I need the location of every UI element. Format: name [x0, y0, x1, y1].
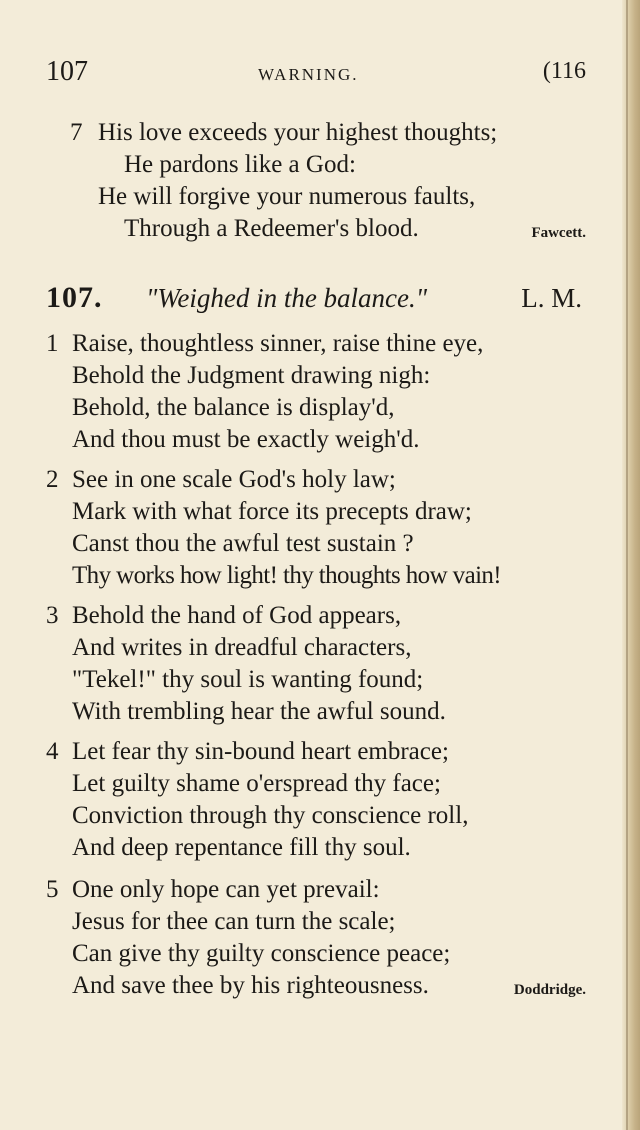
verse-text: Let guilty shame o'erspread thy face;: [72, 770, 441, 797]
verse-line: [46, 832, 586, 864]
verse-line: [46, 213, 586, 245]
stanza-1: [46, 328, 586, 456]
running-header: [46, 56, 586, 96]
verse-text: Mark with what force its precepts draw;: [72, 498, 472, 525]
verse-text: He pardons like a God:: [124, 151, 356, 178]
verse-text: With trembling hear the awful sound.: [72, 698, 446, 725]
verse-text: And deep repentance fill thy soul.: [72, 834, 411, 861]
hymn-title: "Weighed in the balance.": [146, 283, 428, 313]
verse-line: [46, 360, 586, 392]
verse-text: Through a Redeemer's blood.: [124, 215, 419, 242]
verse-line: [46, 632, 586, 664]
page-edge-shadow: [626, 0, 628, 1130]
verse-text: Thy works how light! thy thoughts how vain!: [72, 562, 502, 589]
stanza-2: [46, 464, 586, 592]
verse-text: Behold, the balance is display'd,: [72, 394, 395, 421]
page-number: 107: [46, 56, 88, 87]
margin-mark: (116: [542, 58, 586, 84]
verse-text: And save thee by his righteousness.: [72, 972, 429, 999]
verse-line: [46, 117, 586, 149]
verse-text: Behold the Judgment drawing nigh:: [72, 362, 431, 389]
verse-text: Jesus for thee can turn the scale;: [72, 908, 396, 935]
stanza-number: 7: [70, 119, 83, 146]
verse-text: And thou must be exactly weigh'd.: [72, 426, 420, 453]
verse-text: See in one scale God's holy law;: [72, 466, 396, 493]
verse-line: [46, 768, 586, 800]
verse-line: [46, 736, 586, 768]
verse-text: Let fear thy sin-bound heart embrace;: [72, 738, 449, 765]
stanza-5: [46, 874, 586, 1002]
verse-line: [46, 874, 586, 906]
verse-line: [46, 392, 586, 424]
verse-line: [46, 696, 586, 728]
verse-line: [46, 560, 586, 592]
verse-text: And writes in dreadful characters,: [72, 634, 412, 661]
verse-text: Behold the hand of God appears,: [72, 602, 402, 629]
verse-line: [46, 464, 586, 496]
stanza-number: 2: [46, 466, 59, 493]
verse-line: [46, 528, 586, 560]
verse-text: One only hope can yet prevail:: [72, 876, 380, 903]
verse-line: [46, 149, 586, 181]
verse-text: Conviction through thy conscience roll,: [72, 802, 469, 829]
hymn-heading: [46, 280, 586, 320]
author-attribution: Doddridge.: [513, 982, 586, 998]
verse-line: [46, 328, 586, 360]
verse-text: Raise, thoughtless sinner, raise thine eye,: [72, 330, 484, 357]
hymn-number: 107.: [46, 281, 103, 314]
stanza-7: [46, 117, 586, 245]
stanza-4: [46, 736, 586, 864]
verse-line: [46, 181, 586, 213]
verse-line: [46, 424, 586, 456]
verse-line: [46, 906, 586, 938]
verse-line: [46, 800, 586, 832]
hymn-meter: L. M.: [521, 283, 582, 313]
page-edge: [622, 0, 640, 1130]
verse-line: [46, 496, 586, 528]
verse-text: "Tekel!" thy soul is wanting found;: [72, 666, 424, 693]
verse-text: Can give thy guilty conscience peace;: [72, 940, 451, 967]
verse-line: [46, 970, 586, 1002]
author-attribution: Fawcett.: [531, 225, 586, 241]
stanza-number: 1: [46, 330, 59, 357]
stanza-number: 3: [46, 602, 59, 629]
verse-line: [46, 938, 586, 970]
verse-line: [46, 600, 586, 632]
verse-line: [46, 664, 586, 696]
stanza-number: 4: [46, 738, 59, 765]
stanza-number: 5: [46, 876, 59, 903]
running-title: WARNING.: [258, 65, 359, 84]
verse-text: Canst thou the awful test sustain ?: [72, 530, 414, 557]
stanza-3: [46, 600, 586, 728]
verse-text: His love exceeds your highest thoughts;: [98, 119, 498, 146]
verse-text: He will forgive your numerous faults,: [98, 183, 476, 210]
